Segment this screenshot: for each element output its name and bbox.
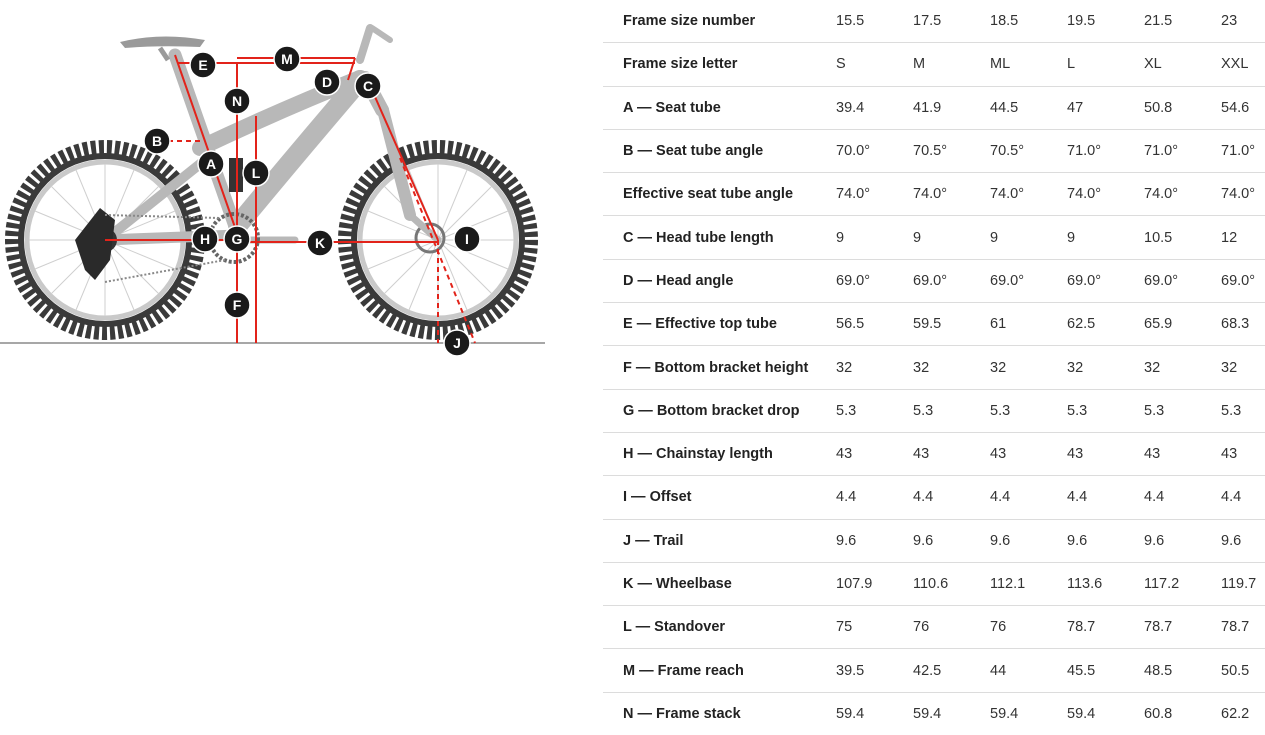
size-value: XL [1144,43,1221,86]
size-value: 44.5 [990,86,1067,129]
row-label: I — Offset [603,476,836,519]
size-value: 61 [990,303,1067,346]
size-value: 71.0° [1144,129,1221,172]
size-value: 42.5 [913,649,990,692]
table-row [603,649,1265,692]
size-value: 70.5° [913,129,990,172]
size-value: 78.7 [1067,606,1144,649]
row-label: Effective seat tube angle [603,173,836,216]
size-value: 70.5° [990,129,1067,172]
size-value: 69.0° [1144,259,1221,302]
table-row [603,0,1265,43]
svg-text:A: A [205,156,217,172]
size-value: 4.4 [1144,476,1221,519]
marker-i [454,226,480,252]
table-row [603,389,1265,432]
size-value: 47 [1067,86,1144,129]
size-value: 74.0° [1221,173,1265,216]
size-value: 69.0° [1067,259,1144,302]
size-value: 59.4 [990,705,1019,722]
size-value: 9.6 [913,519,990,562]
marker-b [144,128,170,154]
size-value: 68.3 [1221,303,1265,346]
marker-a [198,151,224,177]
marker-g [224,226,250,252]
size-value: 43 [1067,432,1144,475]
marker-d [314,69,340,95]
size-value: 4.4 [1221,476,1265,519]
row-label: E — Effective top tube [603,303,836,346]
size-value: 43 [990,432,1067,475]
size-value: 74.0° [836,173,913,216]
row-label: B — Seat tube angle [603,129,836,172]
size-value: 9 [990,216,1067,259]
table-row [603,259,1265,302]
table-row [603,519,1265,562]
size-value: 59.4 [836,705,865,722]
size-value: 50.8 [1144,86,1221,129]
saddle [120,36,205,48]
svg-text:H: H [199,231,211,247]
svg-text:D: D [321,74,333,90]
size-value: 50.5 [1221,649,1265,692]
table-row [603,173,1265,216]
size-value: 39.4 [836,86,913,129]
size-value: S [836,43,913,86]
size-value: 17.5 [913,0,990,43]
size-value: 76 [990,606,1067,649]
marker-k [307,230,333,256]
table-row [603,476,1265,519]
table-row [603,562,1265,605]
svg-text:C: C [362,78,374,94]
marker-e [190,52,216,78]
table-row [603,346,1265,389]
marker-j [444,330,470,356]
size-value: 5.3 [990,389,1067,432]
size-value: 78.7 [1221,606,1265,649]
size-value: 70.0° [836,129,913,172]
size-value: 74.0° [1144,173,1221,216]
size-value: 4.4 [836,476,913,519]
row-label: K — Wheelbase [603,562,836,605]
row-label: F — Bottom bracket height [603,346,836,389]
table-row [603,216,1265,259]
size-value: 12 [1221,216,1265,259]
size-value: 9 [836,216,913,259]
size-value: 32 [913,346,990,389]
row-label: C — Head tube length [603,216,836,259]
svg-text:F: F [232,297,242,313]
rear-derailleur [75,208,115,280]
size-value: 9.6 [836,519,913,562]
size-value: 32 [990,346,1067,389]
geometry-table [603,0,1265,735]
size-value: ML [990,43,1067,86]
svg-text:E: E [198,57,208,73]
size-value: 32 [1144,346,1221,389]
size-value: 19.5 [1067,0,1144,43]
row-label: L — Standover [603,606,836,649]
size-value: 39.5 [836,649,913,692]
bike-geometry-diagram [0,0,560,360]
row-label: A — Seat tube [603,86,836,129]
size-value: 9.6 [1221,519,1265,562]
table-row [603,432,1265,475]
size-value: 119.7 [1221,562,1265,605]
svg-text:B: B [151,133,163,149]
table-row [603,692,1265,735]
size-value: 32 [836,346,913,389]
size-value: 44 [990,649,1067,692]
size-value: L [1067,43,1144,86]
size-value: 5.3 [913,389,990,432]
size-value: 60.8 [1144,705,1173,722]
svg-text:I: I [465,231,469,247]
size-value: 41.9 [913,86,990,129]
size-value: 4.4 [913,476,990,519]
row-label: N — Frame stack [623,705,741,722]
size-value: 78.7 [1144,606,1221,649]
marker-h [192,226,218,252]
size-value: 23 [1221,0,1265,43]
size-value: 59.4 [913,705,942,722]
size-value: 69.0° [913,259,990,302]
size-value: 43 [836,432,913,475]
size-value: M [913,43,990,86]
svg-text:J: J [453,335,461,351]
size-value: 4.4 [990,476,1067,519]
svg-text:M: M [281,51,293,67]
size-value: 74.0° [990,173,1067,216]
size-value: 54.6 [1221,86,1265,129]
size-value: 45.5 [1067,649,1144,692]
size-value: 43 [1221,432,1265,475]
size-value: 117.2 [1144,562,1221,605]
size-value: 62.2 [1221,705,1250,722]
marker-f [224,292,250,318]
size-value: 5.3 [836,389,913,432]
size-value: 107.9 [836,562,913,605]
row-label: G — Bottom bracket drop [603,389,836,432]
size-value: 110.6 [913,562,990,605]
size-value: 69.0° [836,259,913,302]
table-row [603,303,1265,346]
size-value: 48.5 [1144,649,1221,692]
size-value: 9.6 [1144,519,1221,562]
size-value: 59.5 [913,303,990,346]
size-value: 75 [836,606,913,649]
row-label: J — Trail [603,519,836,562]
size-value: 21.5 [1144,0,1221,43]
svg-text:K: K [314,235,326,251]
size-value: 5.3 [1144,389,1221,432]
size-value: 43 [1144,432,1221,475]
row-label: D — Head angle [603,259,836,302]
table-row [603,129,1265,172]
size-value: 9.6 [990,519,1067,562]
table-row [603,606,1265,649]
size-value: 18.5 [990,0,1067,43]
size-value: XXL [1221,43,1265,86]
size-value: 9.6 [1067,519,1144,562]
table-row [603,43,1265,86]
row-label: Frame size letter [603,43,836,86]
size-value: 43 [913,432,990,475]
size-value: 10.5 [1144,216,1221,259]
size-value: 32 [1221,346,1265,389]
size-value: 15.5 [836,0,913,43]
table-row [603,86,1265,129]
size-value: 74.0° [913,173,990,216]
size-value: 32 [1067,346,1144,389]
row-label: M — Frame reach [603,649,836,692]
size-value: 71.0° [1067,129,1144,172]
size-value: 112.1 [990,562,1067,605]
size-value: 76 [913,606,990,649]
size-value: 113.6 [1067,562,1144,605]
size-value: 9 [1067,216,1144,259]
size-value: 65.9 [1144,303,1221,346]
size-value: 9 [913,216,990,259]
svg-text:N: N [231,93,243,109]
marker-n [224,88,250,114]
size-value: 62.5 [1067,303,1144,346]
size-value: 59.4 [1067,705,1096,722]
marker-m [274,46,300,72]
size-value: 74.0° [1067,173,1144,216]
svg-text:G: G [231,231,243,247]
size-value: 5.3 [1221,389,1265,432]
size-value: 69.0° [1221,259,1265,302]
size-value: 71.0° [1221,129,1265,172]
row-label: H — Chainstay length [603,432,836,475]
svg-text:L: L [251,165,261,181]
size-value: 4.4 [1067,476,1144,519]
size-value: 56.5 [836,303,913,346]
marker-c [355,73,381,99]
row-label: Frame size number [603,0,836,43]
size-value: 5.3 [1067,389,1144,432]
marker-l [243,160,269,186]
size-value: 69.0° [990,259,1067,302]
